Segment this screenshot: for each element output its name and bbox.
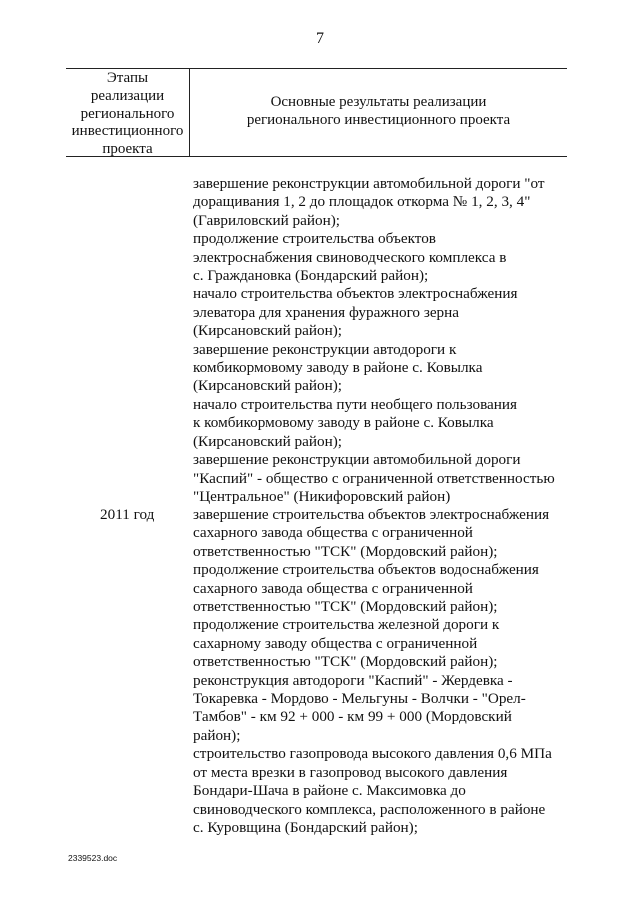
header-stages-line: регионального [80,105,175,122]
result-line: ответственностью "ТСК" (Мордовский район); [193,598,498,616]
result-line: район); [193,726,241,744]
document-filename: 2339523.doc [68,853,118,863]
result-line: электроснабжения свиноводческого комплекса в [193,248,507,266]
table-top-rule [66,68,567,69]
result-line: ответственностью "ТСК" (Мордовский район); [193,542,498,560]
result-line: (Кирсановский район); [193,432,343,450]
results-block-2011 [193,506,573,837]
result-line: ответственностью "ТСК" (Мордовский район); [193,653,498,671]
result-line: завершение реконструкции автодороги к [193,340,457,358]
result-line: продолжение строительства объектов водоснабжения [193,561,539,579]
result-line: Тамбов" - км 92 + 000 - км 99 + 000 (Мордовский [193,708,512,726]
result-line: "Каспий" - общество с ограниченной ответственностью [193,469,555,487]
header-results-line: регионального инвестиционного проекта [246,112,511,128]
result-line: строительство газопровода высокого давления 0,6 МПа [193,745,552,763]
results-block-continued [193,175,573,506]
header-results-line: Основные результаты реализации [270,94,487,110]
result-line: продолжение строительства объектов [193,230,436,248]
result-line: свиноводческого комплекса, расположенного в районе [193,800,546,818]
stage-label-2011: 2011 год [100,506,155,523]
result-line: к комбикормовому заводу в районе с. Ковылка [193,414,494,432]
header-stages-column [66,70,189,159]
result-line: сахарному заводу общества с ограниченной [193,634,478,652]
result-line: сахарного завода общества с ограниченной [193,579,473,597]
result-line: начало строительства пути необщего пользования [193,395,518,413]
header-stages-line: Этапы [106,70,149,86]
result-line: "Центральное" (Никифоровский район) [193,487,451,505]
result-line: (Гавриловский район); [193,211,340,229]
result-line: завершение строительства объектов электроснабжения [193,506,550,523]
result-line: Бондари-Шача в районе с. Максимовка до [193,782,466,800]
result-line: (Кирсановский район); [193,322,343,340]
result-line: начало строительства объектов электроснабжения [193,285,518,303]
result-line: завершение реконструкции автомобильной дороги [193,451,521,469]
header-stages-line: проекта [102,141,153,158]
page-number: 7 [316,30,324,47]
result-line: продолжение строительства железной дороги к [193,616,500,634]
result-line: Токаревка - Мордово - Мельгуны - Волчки - "Орел- [193,690,526,708]
header-stages-line: инвестиционного [71,123,184,140]
result-line: с. Граждановка (Бондарский район); [193,267,429,285]
result-line: завершение реконструкции автомобильной дороги "от [193,175,545,192]
result-line: реконструкция автодороги "Каспий" - Жердевка - [193,671,513,689]
result-line: доращивания 1, 2 до площадок откорма № 1, 2, 3, 4" [193,193,531,211]
header-stages-line: реализации [90,87,165,104]
result-line: сахарного завода общества с ограниченной [193,524,473,542]
result-line: (Кирсановский район); [193,377,343,395]
result-line: с. Куровщина (Бондарский район); [193,818,418,836]
result-line: от места врезки в газопровод высокого давления [193,763,508,781]
result-line: элеватора для хранения фуражного зерна [193,303,460,321]
result-line: комбикормовому заводу в районе с. Ковылка [193,359,483,377]
header-results-column [190,93,567,129]
